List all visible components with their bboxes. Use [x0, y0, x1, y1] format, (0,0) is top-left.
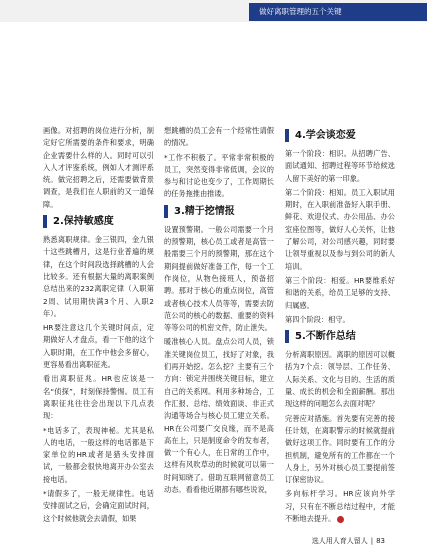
section-header: 做好离职管理的五个关键 — [249, 3, 427, 21]
paragraph: 想跳槽的员工会有一个经常性请假的情况。 — [164, 126, 274, 148]
paragraph: 第一个阶段：相识。从招聘广告、面试通知、招聘过程等环节给候选人留下美好的第一印象。 — [285, 149, 395, 183]
section-heading: 4.学会谈恋爱 — [285, 129, 395, 142]
column-left — [43, 125, 154, 527]
page-footer — [312, 536, 385, 546]
section-heading: 5.不断作总结 — [285, 330, 395, 343]
paragraph: 第四个阶段：相守。 — [285, 314, 350, 324]
paragraph: 第二个阶段：相知。员工入职试用期时，在入职前准备好入职手册、鲜花、欢迎仪式、办公用品、办公室座位图等，做好人心关怀，让他了解公司，对公司感兴趣，同时要让领导重视以及参与到公司的新人培训。 — [285, 187, 395, 271]
page-number: 83 — [376, 537, 385, 545]
paragraph: 第三个阶段：相爱。HR要维系好和谐的关系，给员工足够的支持、归属感。 — [285, 275, 395, 310]
section-heading: 2.保持敏感度 — [43, 215, 154, 228]
paragraph: 看出离职征兆。HR也应该是一名“侦探”，时刻保持警惕。员工有离职征兆往往会出现以下几点表现： — [43, 374, 154, 421]
magazine-name: 选人用人育人留人 — [311, 537, 368, 545]
paragraph: 画像。对招聘的岗位进行分析，制定好它所需要的条件和要求，明确企业需要什么样的人。同时可以引入人才评鉴系统，例如人才测评系统。做完招聘之后，还需要做背景调查，是我们在人职前的又一道保障。 — [43, 126, 154, 209]
end-mark-icon — [337, 516, 344, 523]
section-heading: 3.精于挖情报 — [164, 205, 274, 218]
paragraph: 暖准核心人员。盘点公司人员，锁准关键岗位员工，找好了对象，我们再开始挖。怎么挖？主要有三个方向：锁定并围绕关键目标，建立自己的关系网。利用多种场合，工作汇报、总结、绩效面谈、非正式沟通等场合与核心员工建立关系。HR在公司要广交良缘，而不是高高在上，只是制度命令的发布者，做一个有心人，在日常的工作中，这样有风吹草动的时候就可以第一时间知晓了。借助互联网留意员工动态。看看他近期都有哪些说说， — [164, 337, 274, 495]
paragraph: *请假多了，一般无规律性。电话安排面试之后，会确定面试时间，这个时候他就会去请假，如果 — [43, 489, 154, 523]
paragraph: HR要注意这几个关键时间点，定期做好人才盘点，看一下他的这个入职时期，在工作中他会多留心，更容易看出离职征兆。 — [43, 323, 154, 370]
paragraph: 完善应对措施。首先要有完善的接任计划，在离职警示的时候就提前做好这项工作。同时要有工作的分担机制，避免所有的工作都在一个人身上，另外对核心员工要提前签订保密协议。 — [285, 413, 395, 485]
paragraph: *电话多了，表现神秘。尤其是私人的电话，一般这样的电话都是下家单位的HR或者是猎头安排面试，一般都会很快地离开办公室去接电话。 — [43, 425, 154, 484]
column-middle — [164, 125, 274, 498]
paragraph: 设置预警期。一般公司需要一个月的预警期，核心员工或者是高管一般需要三个月的预警期，那在这个期间提前做好准备工作，每一个工作岗位，从物色接班人，预备招聘。那对于核心的重点岗位，高管或者核心技术人员等等，需要去防范公司的核心的数据、重要的资料等等公司的机密文件，防止泄失。 — [164, 224, 274, 333]
paragraph: *工作不积极了。平常非常积极的员工，突然变得非常低调，会议的参与和讨论也变少了，工作周期长的任务拖推由推诿。 — [164, 152, 274, 199]
footer-divider: | — [370, 537, 374, 545]
paragraph: 熟悉离职规律。金三银四，金九银十这些跳槽月，这是行业普遍的规律，在这个时间段选择跳槽的人会比较多。还有根据大量的离职案例总结出来的232离职定律（入职第2周、试用期快满3个月、入职2年）。 — [43, 235, 154, 318]
paragraph: 分析离职原因。离职的原因可以概括为7个点：领导层、工作任务、人际关系、文化与目的、生活的质量、成长的机会和全面薪酬。那出现这样的问题怎么去面对呢？ — [285, 350, 395, 409]
paragraph — [285, 488, 395, 525]
column-right — [285, 125, 395, 527]
paragraph-text: 多向标杆学习。HR应该向外学习，只有在不断总结过程中，才能不断地去提升。 — [285, 489, 395, 524]
